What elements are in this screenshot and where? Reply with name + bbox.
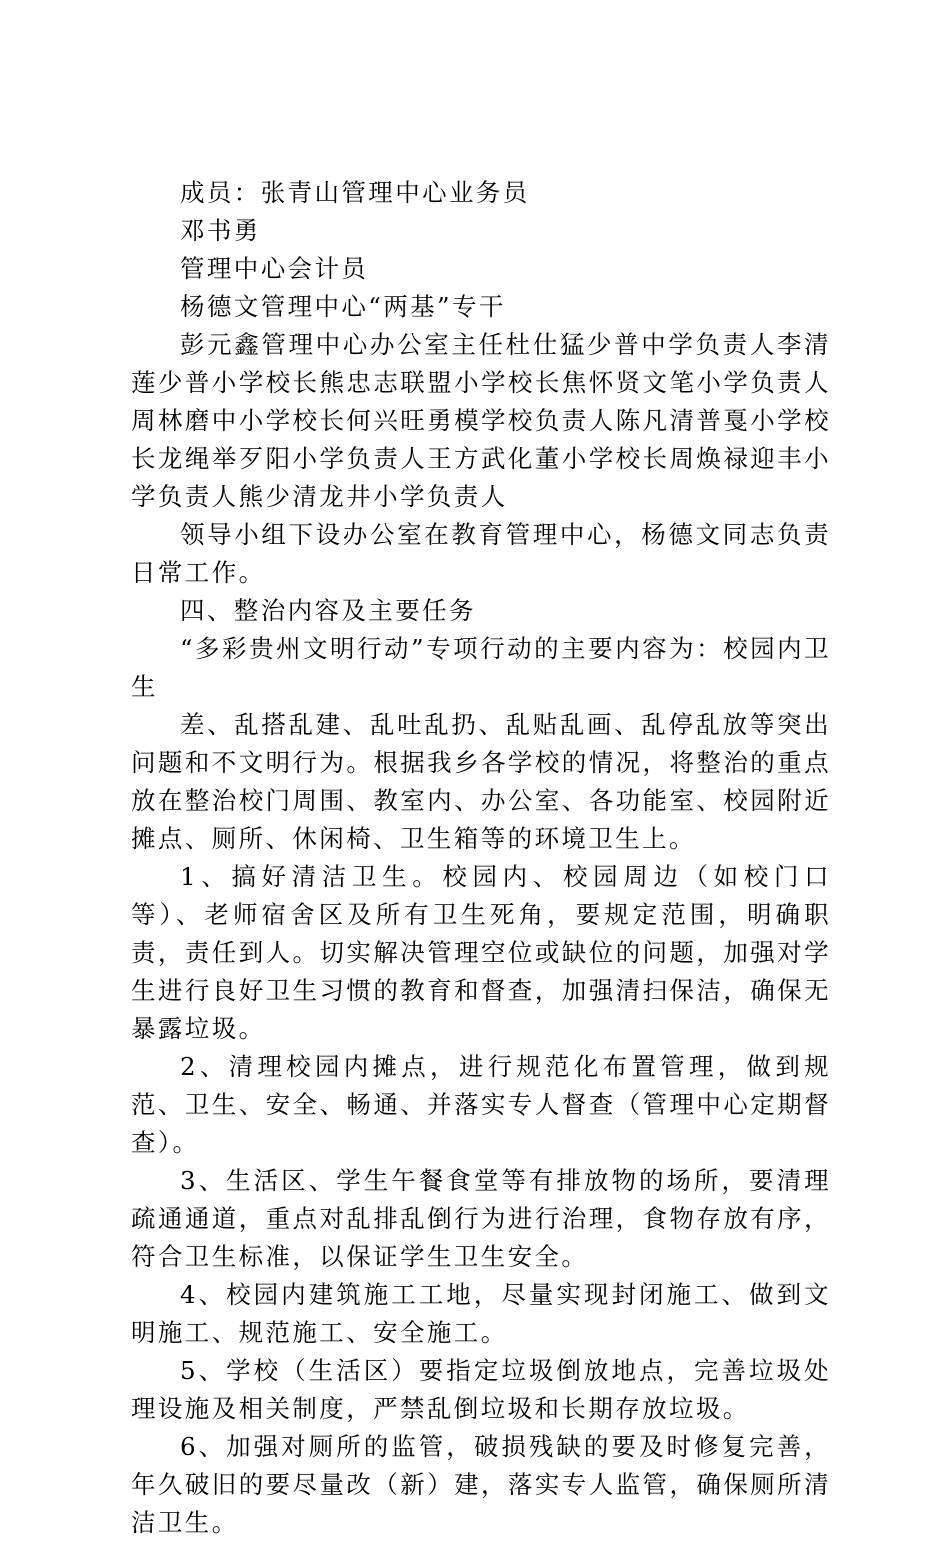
main-content-paragraph: 差、乱搭乱建、乱吐乱扔、乱贴乱画、乱停乱放等突出问题和不文明行为。根据我乡各学校的情况，将整治的重点放在整治校门周围、教室内、办公室、各功能室、校园附近摊点、厕所、休闲椅、卫生箱等的环境卫生上。 <box>131 710 831 853</box>
task-item-5: 5、学校（生活区）要指定垃圾倒放地点，完善垃圾处理设施及相关制度，严禁乱倒垃圾和长期存放垃圾。 <box>131 1356 831 1423</box>
member-line: 杨德文管理中心“两基”专干 <box>180 292 506 321</box>
office-setup-paragraph: 领导小组下设办公室在教育管理中心，杨德文同志负责日常工作。 <box>131 520 831 587</box>
member-role-line: 管理中心会计员 <box>180 254 369 283</box>
members-heading-line: 成员：张青山管理中心业务员 <box>180 178 530 207</box>
task-item-4: 4、校园内建筑施工工地，尽量实现封闭施工、做到文明施工、规范施工、安全施工。 <box>131 1280 831 1347</box>
member-name-line: 邓书勇 <box>180 216 261 245</box>
task-item-6: 6、加强对厕所的监管，破损残缺的要及时修复完善，年久破旧的要尽量改（新）建，落实专人监管，确保厕所清洁卫生。 <box>131 1432 831 1537</box>
main-content-intro: “多彩贵州文明行动”专项行动的主要内容为：校园内卫生 <box>131 634 831 701</box>
section-heading: 四、整治内容及主要任务 <box>180 596 476 625</box>
members-list-paragraph: 彭元鑫管理中心办公室主任杜仕猛少普中学负责人李清莲少普小学校长熊忠志联盟小学校长焦怀贤文笔小学负责人周林磨中小学校长何兴旺勇模学校负责人陈凡清普戛小学校长龙绳举歹阳小学负责人王方武化董小学校长周焕禄迎丰小学负责人熊少清龙井小学负责人 <box>131 330 831 511</box>
task-item-2: 2、清理校园内摊点，进行规范化布置管理，做到规范、卫生、安全、畅通、并落实专人督查（管理中心定期督查）。 <box>131 1052 831 1157</box>
task-item-3: 3、生活区、学生午餐食堂等有排放物的场所，要清理疏通通道，重点对乱排乱倒行为进行治理，食物存放有序，符合卫生标准，以保证学生卫生安全。 <box>131 1166 831 1271</box>
document-page <box>131 174 831 1542</box>
task-item-1: 1、搞好清洁卫生。校园内、校园周边（如校门口等）、老师宿舍区及所有卫生死角，要规定范围，明确职责，责任到人。切实解决管理空位或缺位的问题，加强对学生进行良好卫生习惯的教育和督查，加强清扫保洁，确保无暴露垃圾。 <box>131 862 831 1043</box>
